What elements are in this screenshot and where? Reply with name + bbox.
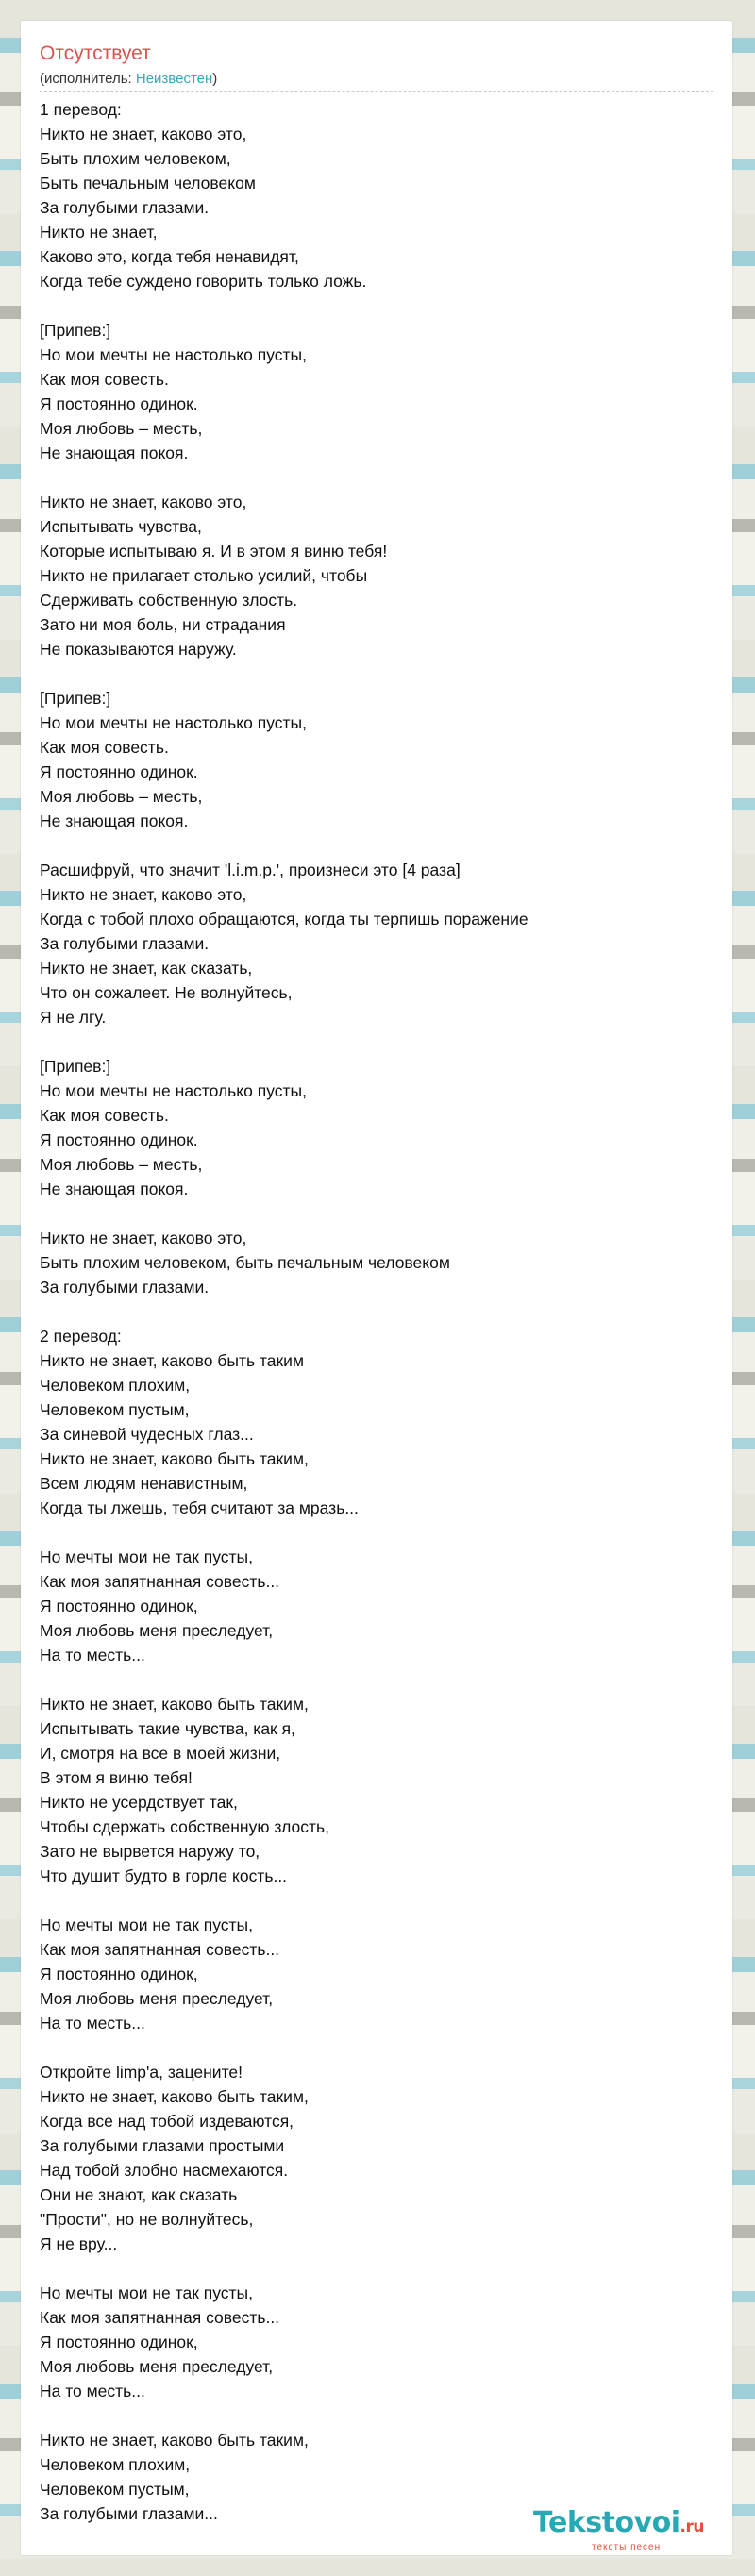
lyric-line: [Припев:] xyxy=(40,321,111,340)
artist-suffix: ) xyxy=(212,71,218,87)
lyric-line: В этом я виню тебя! xyxy=(40,1768,193,1787)
lyric-line: Сдерживать собственную злость. xyxy=(40,591,298,610)
lyric-line: Но мои мечты не настолько пусты, xyxy=(40,1081,307,1100)
lyric-line: Расшифруй, что значит 'l.i.m.p.', произнеси это [4 раза] xyxy=(40,861,461,879)
lyric-line: Никто не знает, каково это, xyxy=(40,125,247,143)
lyric-line: Над тобой злобно насмехаются. xyxy=(40,2161,289,2180)
lyric-line: Чтобы сдержать собственную злость, xyxy=(40,1817,330,1836)
lyric-line xyxy=(40,293,710,318)
lyric-line: [Припев:] xyxy=(40,689,111,708)
logo-wordmark xyxy=(533,2508,731,2542)
lyric-line: Но мечты мои не так пусты, xyxy=(40,1915,253,1934)
lyric-line: Каково это, когда тебя ненавидят, xyxy=(40,247,299,266)
lyric-line: Никто не усердствует так, xyxy=(40,1793,238,1812)
lyric-line: Не знающая покоя. xyxy=(40,811,189,830)
lyric-line xyxy=(40,2035,710,2060)
lyric-line: Я не вру... xyxy=(40,2234,118,2253)
lyric-line xyxy=(40,661,710,686)
logo-main-text: Tekstovoi xyxy=(533,2506,680,2539)
lyric-line: Зато ни моя боль, ни страдания xyxy=(40,615,286,634)
lyric-line: Я постоянно одинок. xyxy=(40,762,198,781)
lyric-line: Никто не знает, каково быть таким, xyxy=(40,2431,309,2450)
lyric-line xyxy=(40,1667,710,1692)
artist-link[interactable]: Неизвестен xyxy=(135,71,213,87)
lyric-line: Как моя запятнанная совесть... xyxy=(40,1940,280,1959)
lyric-line: Я постоянно одинок, xyxy=(40,1965,198,1983)
lyric-line: Когда ты лжешь, тебя считают за мразь... xyxy=(40,1498,359,1517)
lyric-line xyxy=(40,1029,710,1054)
lyric-line: Быть плохим человеком, xyxy=(40,149,231,168)
lyric-line: За голубыми глазами. xyxy=(40,1278,210,1296)
lyric-line: Когда тебе суждено говорить только ложь. xyxy=(40,272,367,291)
lyric-line: На то месть... xyxy=(40,2382,145,2400)
lyric-line xyxy=(40,2403,710,2428)
lyric-line: Моя любовь меня преследует, xyxy=(40,1989,274,2008)
lyric-line: 1 перевод: xyxy=(40,100,122,119)
lyric-line: Моя любовь – месть, xyxy=(40,419,203,438)
lyric-line: Не знающая покоя. xyxy=(40,1179,189,1198)
lyrics-text xyxy=(40,97,710,2526)
lyric-line: Никто не знает, каково это, xyxy=(40,885,247,904)
lyrics-card xyxy=(21,21,732,2555)
lyric-line: [Припев:] xyxy=(40,1057,111,1076)
lyric-line xyxy=(40,1520,710,1545)
lyric-line xyxy=(40,1201,710,1226)
lyric-line: Я постоянно одинок, xyxy=(40,2333,198,2351)
lyric-line: За голубыми глазами... xyxy=(40,2504,218,2523)
lyric-line: Моя любовь меня преследует, xyxy=(40,1621,274,1640)
lyric-line: Человеком пустым, xyxy=(40,2480,190,2499)
lyric-line xyxy=(40,465,710,490)
lyric-line: Но мечты мои не так пусты, xyxy=(40,2283,253,2302)
lyric-line: Не показываются наружу. xyxy=(40,640,237,659)
lyric-line: Не знающая покоя. xyxy=(40,443,189,462)
lyric-line: Когда с тобой плохо обращаются, когда ты терпишь поражение xyxy=(40,910,528,928)
lyric-line: Испытывать чувства, xyxy=(40,517,202,536)
lyric-line: Никто не знает, каково быть таким, xyxy=(40,1449,309,1468)
lyric-line: Но мои мечты не настолько пусты, xyxy=(40,713,307,732)
lyric-line: Моя любовь – месть, xyxy=(40,1155,203,1174)
logo-tagline: тексты песен xyxy=(592,2542,662,2552)
lyric-line: Никто не знает, каково быть таким, xyxy=(40,1695,309,1714)
lyric-line: Когда все над тобой издеваются, xyxy=(40,2112,294,2131)
lyric-line: Никто не знает, каково это, xyxy=(40,493,247,511)
site-logo[interactable] xyxy=(533,2508,731,2553)
lyric-line: Как моя совесть. xyxy=(40,738,169,757)
song-title: Отсутствует xyxy=(40,42,151,64)
lyric-line: Как моя запятнанная совесть... xyxy=(40,1572,280,1591)
lyric-line: Всем людям ненавистным, xyxy=(40,1474,248,1493)
lyric-line: Никто не знает, каково быть таким, xyxy=(40,2087,309,2106)
lyric-line: Как моя запятнанная совесть... xyxy=(40,2308,280,2327)
lyric-line: За голубыми глазами. xyxy=(40,198,210,217)
lyric-line: Что он сожалеет. Не волнуйтесь, xyxy=(40,983,293,1002)
lyric-line: Быть плохим человеком, быть печальным человеком xyxy=(40,1253,450,1272)
lyric-line: Никто не знает, xyxy=(40,223,158,242)
lyric-line: Никто не знает, каково это, xyxy=(40,1229,247,1247)
lyric-line: "Прости", но не волнуйтесь, xyxy=(40,2210,254,2229)
lyric-line: Я постоянно одинок. xyxy=(40,394,198,413)
lyric-line: Они не знают, как сказать xyxy=(40,2185,238,2204)
lyric-line: Я постоянно одинок, xyxy=(40,1597,198,1615)
logo-tld: .ru xyxy=(680,2517,704,2536)
lyric-line: Как моя совесть. xyxy=(40,1106,169,1125)
lyric-line: И, смотря на все в моей жизни, xyxy=(40,1744,281,1763)
lyric-line xyxy=(40,2256,710,2281)
lyric-line: Моя любовь – месть, xyxy=(40,787,203,806)
lyric-line: Никто не знает, каково быть таким xyxy=(40,1351,304,1370)
lyric-line: Испытывать такие чувства, как я, xyxy=(40,1719,295,1738)
lyric-line: Никто не знает, как сказать, xyxy=(40,959,253,978)
artist-prefix: (исполнитель: xyxy=(40,71,136,87)
lyric-line: Но мечты мои не так пусты, xyxy=(40,1547,253,1566)
lyric-line: 2 перевод: xyxy=(40,1327,122,1346)
lyric-line: Которые испытываю я. И в этом я виню тебя! xyxy=(40,542,388,560)
lyric-line: Откройте limp'a, зацените! xyxy=(40,2063,243,2082)
lyric-line: На то месть... xyxy=(40,1646,145,1664)
lyric-line: Моя любовь меня преследует, xyxy=(40,2357,274,2376)
lyric-line: На то месть... xyxy=(40,2014,145,2032)
lyric-line xyxy=(40,1888,710,1913)
lyric-line: Зато не вырвется наружу то, xyxy=(40,1842,260,1861)
lyric-line: Человеком плохим, xyxy=(40,2455,191,2474)
lyric-line: Человеком пустым, xyxy=(40,1400,190,1419)
lyric-line: Быть печальным человеком xyxy=(40,174,256,192)
lyric-line: Человеком плохим, xyxy=(40,1376,191,1395)
lyric-line: Никто не прилагает столько усилий, чтобы xyxy=(40,566,368,585)
lyric-line: Я не лгу. xyxy=(40,1008,107,1027)
artist-line xyxy=(40,70,217,89)
lyric-line: Я постоянно одинок. xyxy=(40,1130,198,1149)
lyric-line: Как моя совесть. xyxy=(40,370,169,389)
lyric-line: Что душит будто в горле кость... xyxy=(40,1866,288,1885)
lyric-line xyxy=(40,833,710,858)
title-divider xyxy=(40,91,713,92)
lyric-line: За голубыми глазами простыми xyxy=(40,2136,285,2155)
lyric-line: За голубыми глазами. xyxy=(40,934,210,953)
lyric-line xyxy=(40,1299,710,1324)
lyric-line: За синевой чудесных глаз... xyxy=(40,1425,254,1444)
lyric-line: Но мои мечты не настолько пусты, xyxy=(40,345,307,364)
